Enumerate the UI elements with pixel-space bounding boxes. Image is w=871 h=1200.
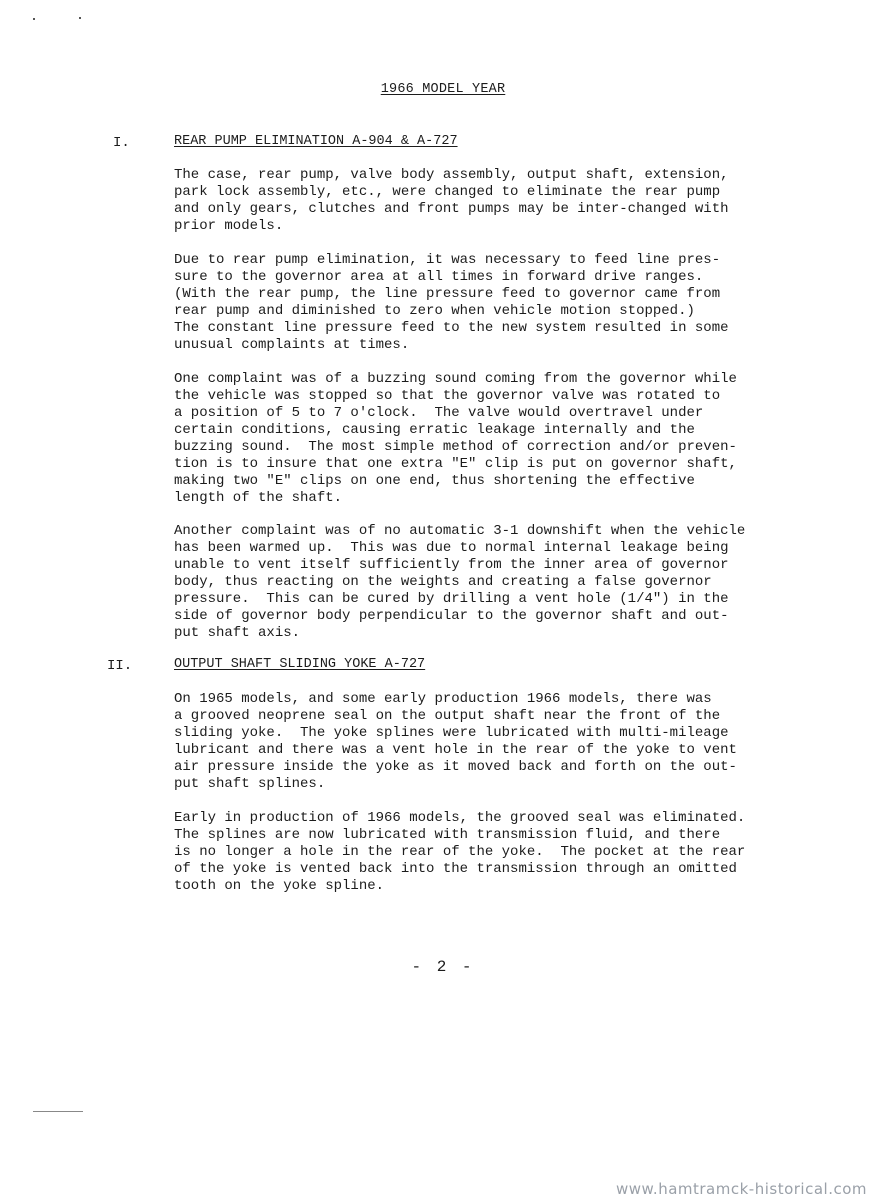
section-2-paragraph-1: On 1965 models, and some early production 1966 models, there was a grooved neoprene seal on the output shaft near the front of the sliding yoke. The yoke splines were lubricated with multi-mileage lubricant and there was a vent hole in the rear of the yoke to vent air pressure inside the yoke as it moved back and forth on the out- put shaft splines. [174,691,737,792]
scan-mark [33,1111,83,1112]
section-1-number: I. [113,135,130,151]
section-1-heading: REAR PUMP ELIMINATION A-904 & A-727 [174,134,458,149]
scan-speck [79,17,81,19]
section-1-paragraph-2: Due to rear pump elimination, it was necessary to feed line pres- sure to the governor area at all times in forward drive ranges. (With the rear pump, the line pressure feed to governor came from rear pump and diminished to zero when vehicle motion stopped.) The constant line pressure feed to the new system resulted in some unusual complaints at times. [174,252,729,353]
scan-speck [33,18,35,20]
watermark: www.hamtramck-historical.com [616,1180,867,1198]
section-1-paragraph-3: One complaint was of a buzzing sound coming from the governor while the vehicle was stopped so that the governor valve was rotated to a position of 5 to 7 o'clock. The valve would overtravel under certain conditions, causing erratic leakage internally and the buzzing sound. The most simple method of correction and/or preven- tion is to insure that one extra "E" clip is put on governor shaft, making two "E" clips on one end, thus shortening the effective length of the shaft. [174,371,737,506]
section-2-heading: OUTPUT SHAFT SLIDING YOKE A-727 [174,657,426,672]
section-1-paragraph-1: The case, rear pump, valve body assembly, output shaft, extension, park lock assembly, etc., were changed to eliminate the rear pump and only gears, clutches and front pumps may be inter-changed with prior models. [174,167,729,234]
section-1-paragraph-4: Another complaint was of no automatic 3-1 downshift when the vehicle has been warmed up. This was due to normal internal leakage being unable to vent itself sufficiently from the inner area of governor body, thus reacting on the weights and creating a false governor pressure. This can be cured by drilling a vent hole (1/4") in the side of governor body perpendicular to the governor shaft and out- put shaft axis. [174,523,746,641]
page-number: - 2 - [411,958,475,976]
section-2-number: II. [107,658,133,674]
section-2-paragraph-2: Early in production of 1966 models, the grooved seal was eliminated. The splines are now lubricated with transmission fluid, and there is no longer a hole in the rear of the yoke. The pocket at the rear of the yoke is vented back into the transmission through an omitted tooth on the yoke spline. [174,810,746,894]
page-title: 1966 MODEL YEAR [380,82,506,97]
